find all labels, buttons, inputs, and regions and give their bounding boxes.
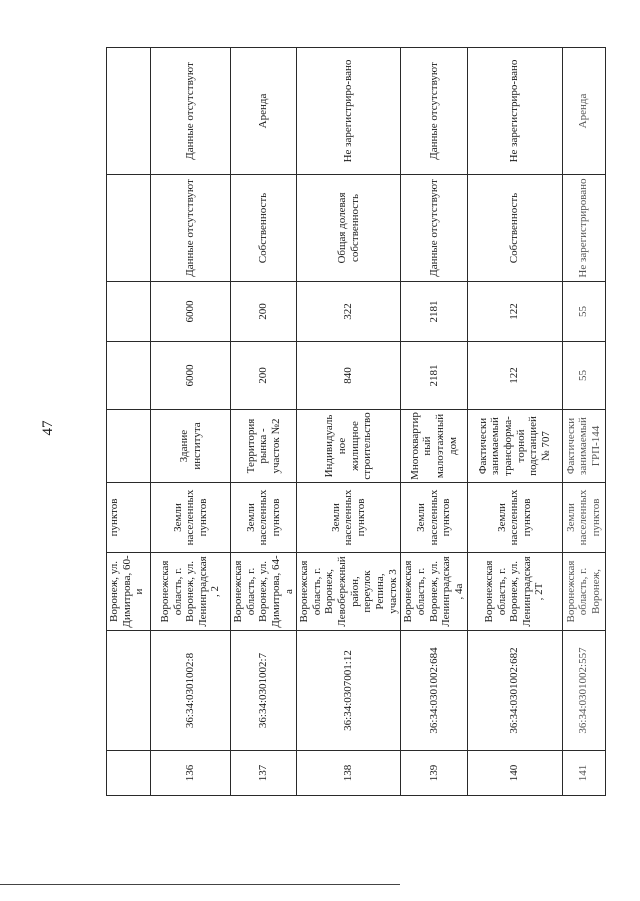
right-cell: Данные отсутствуют [401,175,467,282]
table-row [151,48,231,796]
area-part-cell: 200 [231,282,297,342]
land-category-cell: Земли населенных пунктов [562,483,605,553]
area-total-cell: 122 [467,342,562,410]
land-category-cell: Земли населенных пунктов [467,483,562,553]
area-total-cell: 6000 [151,342,231,410]
table-row [107,48,151,796]
row-number: 139 [401,751,467,796]
cadastral-number [107,631,151,751]
address-cell: Воронежская область, г. Воронеж, ул. Ленинградская, 2Т [467,553,562,631]
purpose-cell: Фактически занимаемый ГРП-144 [562,410,605,483]
cadastral-number: 36:34:0301002:8 [151,631,231,751]
encumbrance-cell: Аренда [231,48,297,175]
right-cell: Собственность [231,175,297,282]
right-cell [107,175,151,282]
address-cell: Воронежская область, г. Воронеж, Левобережный район, переулок Репина, участок 3 [297,553,401,631]
rotated-table-container [106,48,602,796]
land-registry-table [106,47,606,796]
area-total-cell: 840 [297,342,401,410]
land-category-cell: пунктов [107,483,151,553]
encumbrance-cell: Не зарегистриро-вано [297,48,401,175]
area-part-cell: 6000 [151,282,231,342]
cadastral-number: 36:34:0301002:684 [401,631,467,751]
row-number: 137 [231,751,297,796]
right-cell: Данные отсутствуют [151,175,231,282]
cadastral-number: 36:34:0301002:557 [562,631,605,751]
area-part-cell [107,282,151,342]
row-number: 136 [151,751,231,796]
land-category-cell: Земли населенных пунктов [401,483,467,553]
table-row [231,48,297,796]
area-total-cell: 2181 [401,342,467,410]
area-part-cell: 55 [562,282,605,342]
cadastral-number: 36:34:0301002:7 [231,631,297,751]
encumbrance-cell [107,48,151,175]
page-bottom-rule [0,884,400,885]
table-row [562,48,605,796]
area-total-cell [107,342,151,410]
row-number: 141 [562,751,605,796]
encumbrance-cell: Данные отсутствуют [401,48,467,175]
right-cell: Общая долевая собственность [297,175,401,282]
area-total-cell: 200 [231,342,297,410]
purpose-cell [107,410,151,483]
page-number: 47 [40,420,56,436]
purpose-cell: Здание института [151,410,231,483]
encumbrance-cell: Аренда [562,48,605,175]
table-row [467,48,562,796]
row-number: 140 [467,751,562,796]
row-number: 138 [297,751,401,796]
purpose-cell: Территория рынка - участок №2 [231,410,297,483]
area-part-cell: 122 [467,282,562,342]
address-cell: Воронежская область, г. Воронеж, ул. Ленинградская, 4а [401,553,467,631]
address-cell: Воронеж, ул. Димитрова, 60-и [107,553,151,631]
area-part-cell: 2181 [401,282,467,342]
right-cell: Не зарегистрировано [562,175,605,282]
land-category-cell: Земли населенных пунктов [231,483,297,553]
purpose-cell: Многоквартирный малоэтажный дом [401,410,467,483]
encumbrance-cell: Данные отсутствуют [151,48,231,175]
row-number [107,751,151,796]
encumbrance-cell: Не зарегистриро-вано [467,48,562,175]
land-category-cell: Земли населенных пунктов [151,483,231,553]
address-cell: Воронежская область, г. Воронеж, ул. Ленинградская, 2 [151,553,231,631]
area-part-cell: 322 [297,282,401,342]
purpose-cell: Фактически занимаемый трансформа-торной подстанцией № 707 [467,410,562,483]
right-cell: Собственность [467,175,562,282]
cadastral-number: 36:34:0301002:682 [467,631,562,751]
address-cell: Воронежская область, г. Воронеж, ул. Димитрова, 64-а [231,553,297,631]
table-row [401,48,467,796]
address-cell: Воронежская область, г. Воронеж, [562,553,605,631]
land-category-cell: Земли населенных пунктов [297,483,401,553]
purpose-cell: Индивидуальное жилищное строительство [297,410,401,483]
table-row [297,48,401,796]
area-total-cell: 55 [562,342,605,410]
cadastral-number: 36:34:0307001:12 [297,631,401,751]
